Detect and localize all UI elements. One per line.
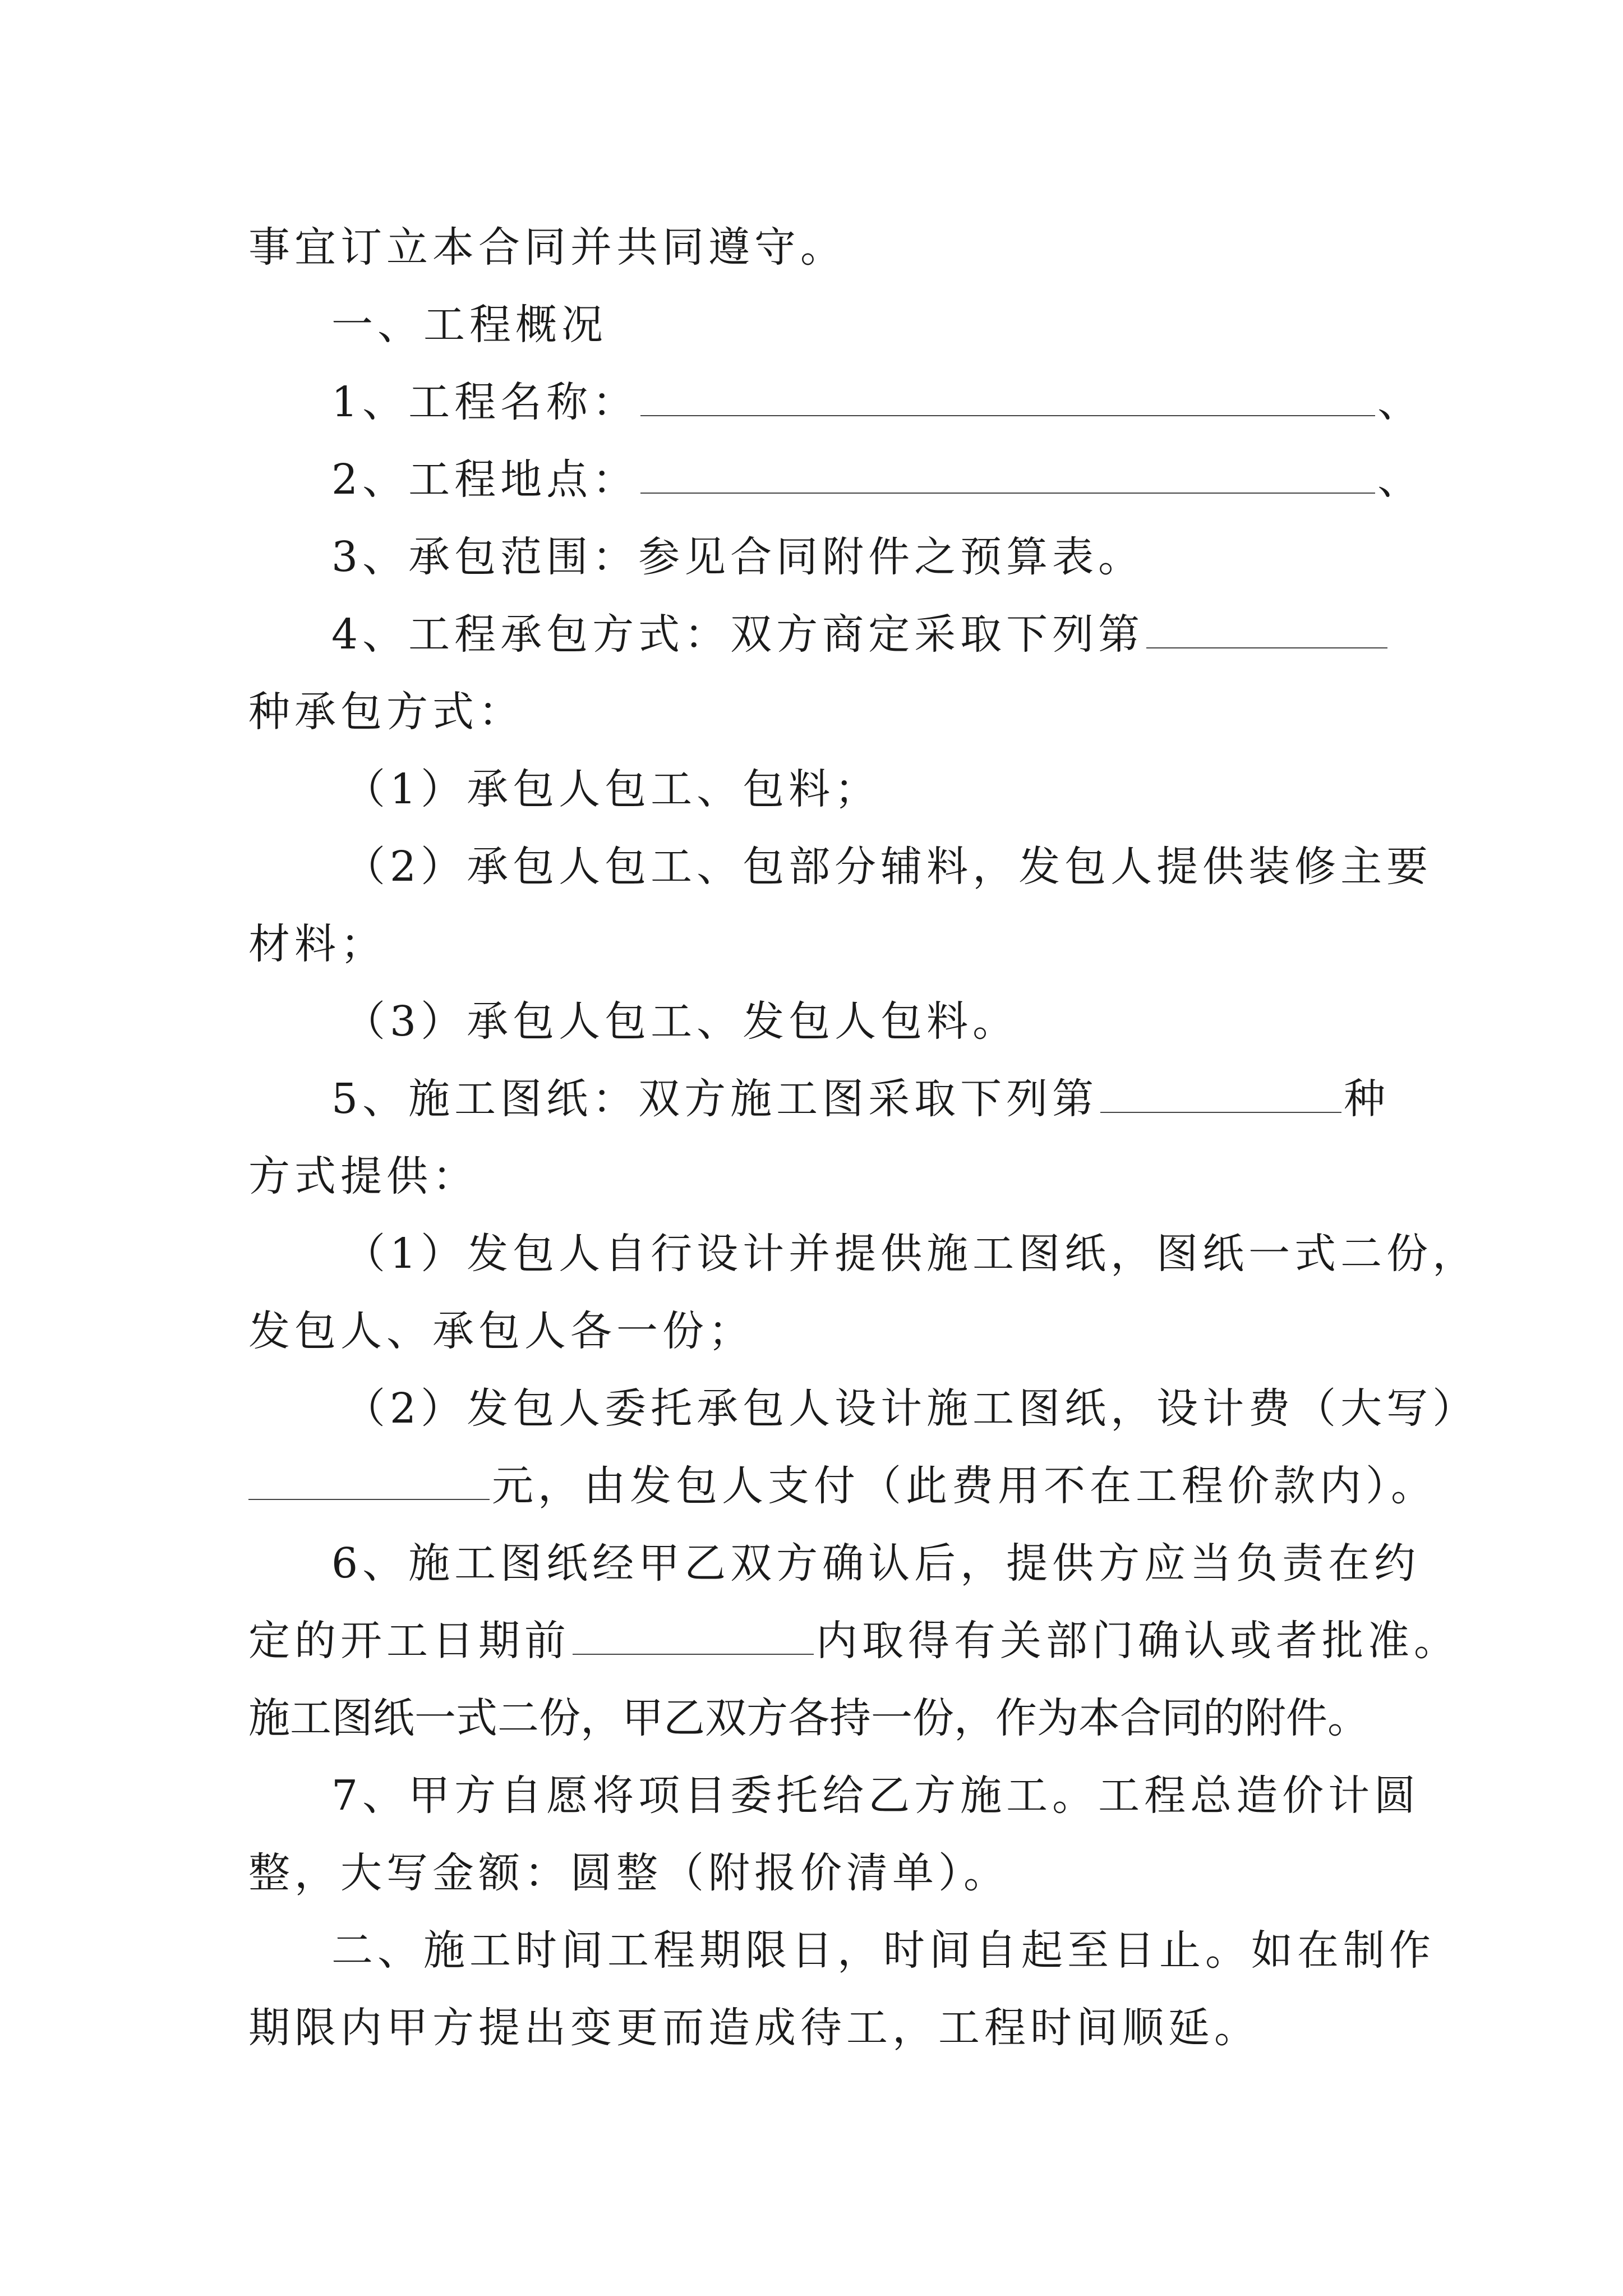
list-item: （3）承包人包工、发包人包料。 [344,997,1019,1046]
contract-method-blank [1146,647,1387,648]
punctuation: 、 [1377,378,1424,426]
text-line: 整，大写金额：圆整（附报价清单）。 [248,1849,1009,1897]
drawings-end: 种 [1344,1075,1390,1123]
approval-line [248,1602,1460,1680]
project-location-blank [640,493,1375,494]
text-line: 种承包方式： [248,688,524,736]
list-item: （1）发包人自行设计并提供施工图纸，图纸一式二份， [344,1230,1479,1278]
text-line: 7、甲方自愿将项目委托给乙方施工。工程总造价计圆 [331,1772,1421,1820]
list-item: （1）承包人包工、包料； [344,765,881,813]
drawings-blank [1100,1112,1341,1113]
contract-body [248,209,1479,2067]
text-line: 6、施工图纸经甲乙双方确认后，提供方应当负责在约 [331,1539,1421,1588]
approval-end: 内取得有关部门确认或者批准。 [816,1617,1460,1665]
text-line: 方式提供： [248,1152,478,1200]
list-item: （2）发包人委托承包人设计施工图纸，设计费（大写） [344,1384,1479,1433]
project-location-line [248,441,1424,518]
contract-method-text: 4、工程承包方式：双方商定采取下列第 [331,610,1145,659]
text-line: 材料； [248,920,386,968]
project-name-line [248,364,1424,441]
list-item: （2）承包人包工、包部分辅料，发包人提供装修主要 [344,843,1433,891]
design-fee-text: 元，由发包人支付（此费用不在工程价款内）。 [492,1462,1437,1510]
section-heading: 一、工程概况 [331,301,607,349]
text-line: 期限内甲方提出变更而造成待工，工程时间顺延。 [248,2004,1260,2052]
drawings-text: 5、施工图纸：双方施工图采取下列第 [331,1075,1099,1123]
design-fee-blank [248,1499,490,1500]
approval-start: 定的开工日期前 [248,1617,570,1665]
project-name-blank [640,415,1375,416]
project-location-label: 2、工程地点： [331,455,639,504]
drawings-line [248,1060,1390,1138]
text-line: 事宜订立本合同并共同遵守。 [248,223,846,272]
approval-blank [573,1654,814,1655]
contract-method-line [248,596,1381,673]
design-fee-line [248,1447,1437,1525]
text-line: 施工图纸一式二份，甲乙双方各持一份，作为本合同的附件。 [248,1694,1369,1742]
section-heading: 二、施工时间工程期限日，时间自起至日止。如在制作 [331,1926,1435,1975]
text-line: 发包人、承包人各一份； [248,1307,754,1355]
punctuation: 、 [1377,455,1424,504]
project-name-label: 1、工程名称： [331,378,639,426]
text-line: 3、承包范围：参见合同附件之预算表。 [331,533,1145,581]
